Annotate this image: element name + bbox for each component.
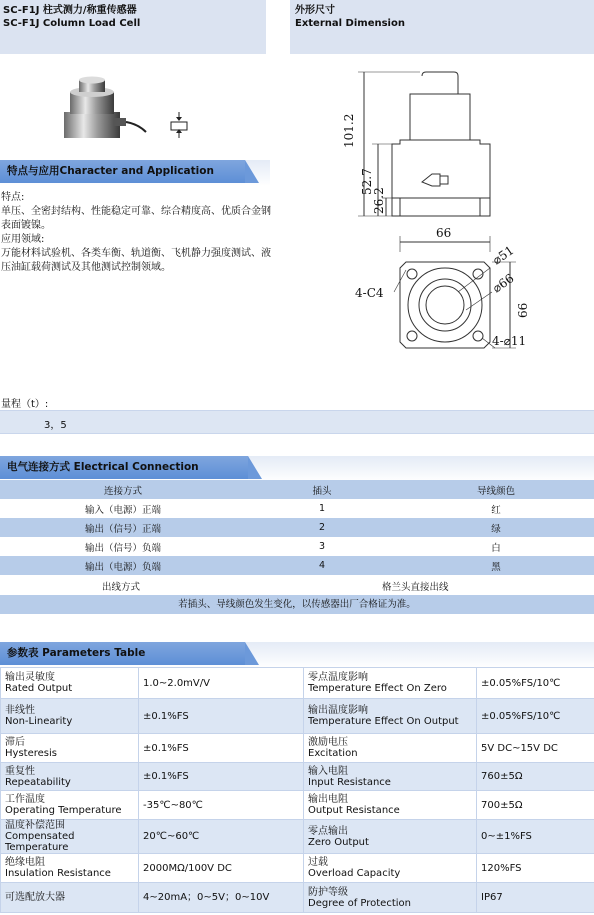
param-name-en: Temperature Effect On Zero: [308, 683, 447, 694]
range-value: 3，5: [44, 420, 67, 431]
param-left-value: [139, 699, 304, 734]
param-value: ±0.05%FS/10℃: [481, 710, 561, 722]
cell: 2: [246, 518, 398, 537]
cell: 绿: [398, 518, 594, 537]
table-row: [0, 556, 594, 575]
header-connection: 连接方式: [0, 480, 246, 499]
product-title-cn: SC-F1J 柱式测力/称重传感器: [3, 5, 137, 16]
features-text: 单压、全密封结构、性能稳定可靠、综合精度高、优质合金钢表面镀镍。: [1, 206, 271, 231]
dim-101-2: 101.2: [342, 113, 356, 148]
params-tab: [0, 642, 245, 665]
param-name-en: Non-Linearity: [5, 716, 73, 727]
table-row: [0, 518, 594, 537]
param-right-name: [304, 883, 477, 913]
param-name-cn: 激励电压: [308, 737, 348, 748]
character-tab: [0, 160, 245, 183]
header-plug: 插头: [246, 480, 398, 499]
param-row: [1, 763, 594, 791]
param-value: 2000MΩ/100V DC: [143, 862, 232, 874]
param-name-cn: 零点输出: [308, 825, 348, 837]
param-name-en: Input Resistance: [308, 776, 391, 788]
param-right-name: [304, 699, 477, 734]
dim-52-7: 52.7: [360, 168, 374, 195]
param-value: -35℃~80℃: [143, 799, 203, 811]
param-row: [1, 668, 594, 699]
param-name-cn: 非线性: [5, 705, 35, 716]
param-value: ±0.1%FS: [143, 742, 189, 754]
product-photo: [62, 72, 152, 144]
param-right-value: [477, 699, 594, 734]
param-name-cn: 绝缘电阻: [5, 857, 45, 868]
dim-66-top: 66: [436, 226, 452, 240]
param-name-en: Hysteresis: [5, 748, 57, 759]
param-name-cn: 过载: [308, 857, 328, 868]
cell: 红: [398, 499, 594, 518]
param-name-en: Overload Capacity: [308, 868, 401, 879]
param-row: [1, 791, 594, 820]
param-name-en: Temperature Effect On Output: [308, 716, 459, 727]
param-name-cn: 零点温度影响: [308, 672, 368, 683]
electrical-band: [0, 456, 594, 482]
param-name-cn: 重复性: [5, 765, 35, 777]
dimension-title-en: External Dimension: [295, 18, 405, 29]
outlet-row: [0, 576, 594, 595]
param-name-cn: 温度补偿范围: [5, 820, 65, 831]
header-wire-color: 导线颜色: [398, 480, 594, 499]
param-name-en: Repeatability: [5, 776, 71, 788]
dim-66-side: 66: [516, 302, 530, 318]
param-value: 700±5Ω: [481, 799, 523, 811]
param-left-value: [139, 854, 304, 883]
cell: 输出（信号）正端: [0, 518, 246, 537]
param-value: 760±5Ω: [481, 771, 523, 782]
electrical-note-text: 若插头、导线颜色发生变化，以传感器出厂合格证为准。: [178, 599, 416, 610]
param-right-value: [477, 734, 594, 763]
param-left-name: [1, 734, 139, 763]
electrical-tab-label: 电气连接方式 Electrical Connection: [7, 461, 199, 473]
param-name-en: Excitation: [308, 748, 358, 759]
param-name-cn: 滞后: [5, 737, 25, 748]
param-value: 1.0~2.0mV/V: [143, 677, 210, 689]
electrical-note: [0, 595, 594, 614]
param-left-name: [1, 820, 139, 854]
dim-4phi11: 4-⌀11: [492, 334, 527, 348]
param-left-value: [139, 820, 304, 854]
dimension-title-box: [290, 0, 594, 54]
param-row: [1, 883, 594, 913]
cell: 3: [246, 537, 398, 556]
dim-4c4: 4-C4: [355, 286, 384, 300]
param-value: 0~±1%FS: [481, 831, 532, 842]
param-name-cn: 输出灵敏度: [5, 672, 55, 683]
param-right-name: [304, 763, 477, 791]
param-row: [1, 699, 594, 734]
param-right-value: [477, 820, 594, 854]
cell: 输出（信号）负端: [0, 537, 246, 556]
param-value: 20℃~60℃: [143, 831, 200, 842]
param-left-name: [1, 791, 139, 820]
range-row: [0, 410, 594, 434]
cell: 白: [398, 537, 594, 556]
param-right-name: [304, 734, 477, 763]
param-right-value: [477, 668, 594, 699]
param-value: ±0.05%FS/10℃: [481, 677, 561, 689]
param-name-en: Operating Temperature: [5, 805, 122, 816]
cell: 4: [246, 556, 398, 575]
param-name-cn: 可选配放大器: [5, 892, 65, 903]
param-right-value: [477, 883, 594, 913]
param-right-name: [304, 820, 477, 854]
dimension-title-cn: 外形尺寸: [295, 5, 335, 16]
param-value: 5V DC~15V DC: [481, 742, 558, 754]
param-value: IP67: [481, 892, 503, 903]
dimension-labels: [340, 70, 540, 388]
param-left-name: [1, 668, 139, 699]
cell: 输入（电源）正端: [0, 499, 246, 518]
param-value: ±0.1%FS: [143, 771, 189, 782]
param-row: [1, 820, 594, 854]
param-name-en: Compensated Temperature: [5, 831, 75, 853]
table-header-row: [0, 480, 594, 499]
load-direction-icon: [168, 112, 190, 138]
table-row: [0, 499, 594, 518]
params-tab-label: 参数表 Parameters Table: [7, 647, 146, 659]
param-name-cn: 输出温度影响: [308, 705, 368, 716]
electrical-table: [0, 480, 594, 575]
electrical-tab: [0, 456, 248, 479]
param-left-name: [1, 763, 139, 791]
cell: 输出（电源）负端: [0, 556, 246, 575]
param-right-name: [304, 854, 477, 883]
param-left-value: [139, 883, 304, 913]
param-left-name: [1, 883, 139, 913]
character-tab-label: 特点与应用Character and Application: [7, 165, 214, 177]
param-name-en: Output Resistance: [308, 805, 400, 816]
param-name-cn: 输入电阻: [308, 765, 348, 777]
param-value: 4~20mA；0~5V；0~10V: [143, 892, 270, 903]
param-name-en: Zero Output: [308, 836, 369, 848]
cell: 黑: [398, 556, 594, 575]
param-left-name: [1, 699, 139, 734]
param-right-name: [304, 791, 477, 820]
character-band: [0, 160, 270, 186]
params-table: [0, 667, 594, 913]
param-right-value: [477, 763, 594, 791]
param-name-en: Insulation Resistance: [5, 868, 111, 879]
param-left-value: [139, 763, 304, 791]
cell: 1: [246, 499, 398, 518]
param-left-value: [139, 734, 304, 763]
dim-phi66: ⌀66: [490, 271, 517, 296]
param-name-en: Rated Output: [5, 683, 73, 694]
param-left-value: [139, 668, 304, 699]
param-name-en: Degree of Protection: [308, 897, 411, 909]
product-title-en: SC-F1J Column Load Cell: [3, 18, 141, 29]
param-right-value: [477, 854, 594, 883]
dim-26-2: 26.2: [372, 187, 386, 214]
param-name-cn: 工作温度: [5, 794, 45, 805]
param-right-name: [304, 668, 477, 699]
product-title-box: [0, 0, 266, 54]
character-text: [1, 191, 271, 275]
param-value: ±0.1%FS: [143, 710, 189, 722]
applications-text: 万能材料试验机、各类车衡、轨道衡、飞机静力强度测试、液压油缸载荷测试及其他测试控制领域。: [1, 248, 271, 273]
params-band: [0, 642, 594, 668]
outlet-value: 格兰头直接出线: [382, 582, 449, 593]
applications-label: 应用领域:: [1, 234, 45, 245]
param-row: [1, 854, 594, 883]
features-label: 特点:: [1, 192, 25, 203]
table-row: [0, 537, 594, 556]
dim-phi51: ⌀51: [490, 243, 517, 268]
param-value: 120%FS: [481, 862, 522, 874]
param-left-value: [139, 791, 304, 820]
param-name-cn: 防护等级: [308, 886, 348, 898]
param-right-value: [477, 791, 594, 820]
param-name-cn: 输出电阻: [308, 794, 348, 805]
param-left-name: [1, 854, 139, 883]
range-label: 量程（t）:: [1, 399, 49, 410]
param-row: [1, 734, 594, 763]
outlet-label: 出线方式: [102, 582, 141, 593]
